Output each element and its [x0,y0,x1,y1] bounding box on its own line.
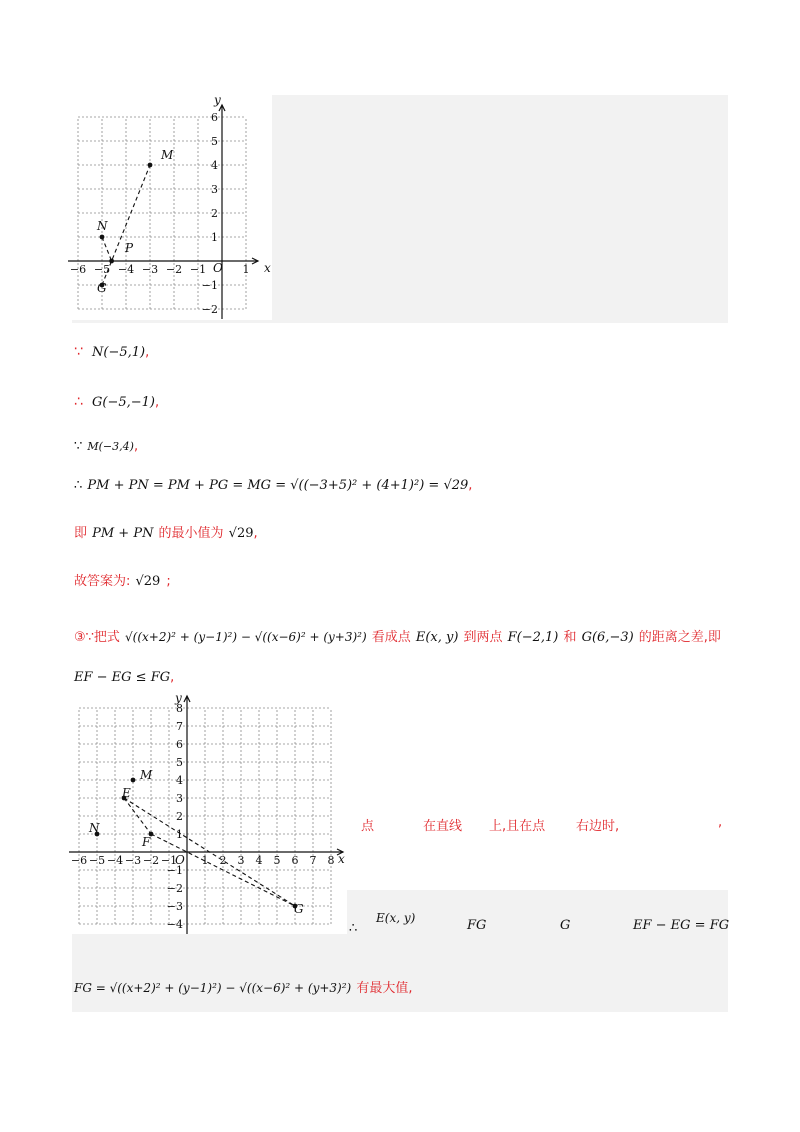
line-3 [74,435,138,454]
g1-y-tick-label: −2 [201,303,218,316]
answer-value: √29 [135,574,161,589]
g2-point-m-label: M [140,768,153,782]
ef-eg-equals-fg: EF − EG = FG [633,918,730,933]
comma: , [155,395,160,410]
g2-x-tick-label: −5 [88,854,106,867]
point-g: G(6,−3) [581,630,634,645]
pm-pn-expr: PM + PN [92,526,154,541]
triangle-inequality: EF − EG ≤ FG [74,670,171,685]
coordinate-graph-1 [69,93,272,326]
text-on-line: 在直线 [423,819,463,834]
text-and: 和 [563,630,577,645]
max-value-expr: FG = √((x+2)² + (y−1)²) − √((x−6)² + (y+3)²) [74,981,352,995]
g1-axis-x-label: x [264,261,271,275]
g1-axis-y-label: y [214,93,221,107]
text-to-two-points: 到两点 [463,630,503,645]
point-g-coord: G(−5,−1) [92,395,156,410]
g2-y-tick-label: 3 [176,792,183,805]
comma: , [170,670,175,685]
g2-y-tick-label: 4 [176,774,183,787]
min-value-text: 的最小值为 [158,526,224,541]
g2-point-g-label: G [294,902,304,916]
text-view-as-point: 看成点 [371,630,411,645]
g2-x-tick-label: 3 [237,854,245,867]
g2-x-tick-label: 6 [291,854,299,867]
point-e-2: E(x, y) [376,911,416,925]
g1-y-tick-label: −1 [201,279,218,292]
line-1 [74,341,149,360]
point-e: E(x, y) [415,630,459,645]
distance-difference-expr: √((x+2)² + (y−1)²) − √((x−6)² + (y+3)²) [125,630,367,644]
segment-fg: FG [467,918,487,933]
point-n-coord: N(−5,1) [92,345,146,360]
g2-point-n-label: N [89,821,100,835]
g2-y-tick-label: 6 [176,738,183,751]
g2-x-tick-label: 2 [219,854,227,867]
g1-x-tick-label: −4 [117,263,135,276]
g2-y-tick-label: −1 [166,864,183,877]
therefore-symbol-2: ∴ [349,921,358,936]
line-7 [74,626,721,645]
text-point: 点 [361,819,375,834]
g1-origin-label: O [213,261,223,275]
text-distance-diff: 的距离之差,即 [638,630,721,645]
g2-x-tick-label: 5 [273,854,281,867]
g2-y-tick-label: 8 [176,702,183,715]
because-symbol: ∵ [74,344,83,360]
point-f: F(−2,1) [507,630,559,645]
point-g-2: G [560,918,571,933]
line-5-prefix: 即 [74,526,88,541]
g1-x-tick-label: 1 [242,263,250,276]
g2-axis-y-label: y [175,691,182,705]
g2-point-f-label: F [142,835,151,849]
therefore-symbol: ∴ [74,394,83,410]
comma: , [468,478,473,493]
g1-point-n-label: N [97,219,108,233]
comma: , [253,526,258,541]
g2-y-tick-label: 1 [176,828,183,841]
point-m-coord: M(−3,4) [87,440,134,453]
g2-x-tick-label: −6 [70,854,88,867]
g1-point-dot [109,259,114,264]
g1-point-g-label: G [97,281,107,295]
g1-x-tick-label: −2 [165,263,183,276]
min-value: √29 [228,526,254,541]
g1-point-dot [100,235,105,240]
comma: , [133,439,139,454]
g1-point-p-label: P [125,241,134,255]
bottom-panel [72,934,728,1012]
therefore-symbol: ∴ [74,478,83,493]
g2-x-tick-label: −1 [160,854,178,867]
g2-axis-x-label: x [338,852,345,866]
g1-y-tick-label: 3 [211,183,218,196]
g2-x-tick-label: 1 [201,854,209,867]
text-comma: , [718,815,723,830]
g1-point-m-label: M [161,148,174,162]
g1-x-tick-label: −3 [141,263,159,276]
distance-equation: PM + PN = PM + PG = MG = √((−3+5)² + (4+1)²) = √29 [87,478,469,493]
g1-y-tick-label: 6 [211,111,218,124]
has-max-value: 有最大值, [356,981,413,996]
answer-label: 故答案为: [74,574,131,589]
text-above-and: 上,且在点 [489,819,546,834]
semicolon: ; [166,574,171,589]
g1-point-dot [148,163,153,168]
g2-y-tick-label: 5 [176,756,183,769]
comma: , [145,345,150,360]
g1-x-tick-label: −5 [93,263,111,276]
g1-x-tick-label: −6 [69,263,87,276]
g2-y-tick-label: 7 [176,720,183,733]
g2-y-tick-label: −2 [166,882,183,895]
text-right-side: 右边时, [576,819,620,834]
g2-y-tick-label: −4 [166,918,183,931]
line-4 [74,474,472,493]
g2-point-e-label: E [122,786,131,800]
g2-y-tick-label: 2 [176,810,183,823]
g2-y-tick-label: −3 [166,900,183,913]
line-2 [74,391,159,410]
g1-y-tick-label: 2 [211,207,218,220]
g1-y-tick-label: 5 [211,135,218,148]
line-8 [74,666,174,685]
g2-x-tick-label: 4 [255,854,263,867]
g2-x-tick-label: −3 [124,854,142,867]
g1-x-tick-label: −1 [189,263,207,276]
g2-x-tick-label: 8 [327,854,335,867]
line-6 [74,570,171,589]
line-5 [74,522,258,541]
g2-x-tick-label: 7 [309,854,317,867]
g2-point-dot [131,778,136,783]
part-3-prefix: ③∵把式 [74,630,120,645]
g2-x-tick-label: −4 [106,854,124,867]
because-symbol: ∵ [74,439,83,454]
coordinate-graph-2 [72,693,347,934]
g2-origin-label: O [175,853,185,867]
g1-y-tick-label: 1 [211,231,218,244]
line-11 [74,977,412,996]
g1-y-tick-label: 4 [211,159,218,172]
g2-x-tick-label: −2 [142,854,160,867]
